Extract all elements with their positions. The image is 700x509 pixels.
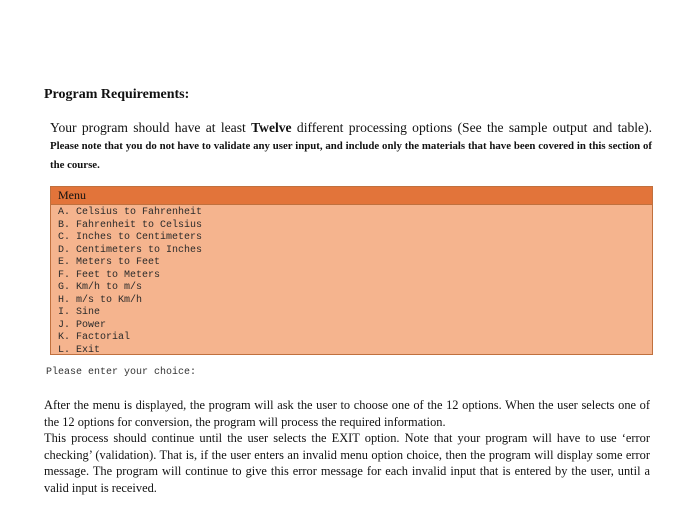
intro-text-start: Your program should have at least	[50, 120, 252, 135]
description-paragraph-1: After the menu is displayed, the program will ask the user to choose one of the 12 options. When the user selects one of the 12 options for conversion, the program will process the required information.	[44, 398, 650, 429]
menu-option: D. Centimeters to Inches	[58, 244, 203, 256]
menu-options-list	[51, 205, 652, 357]
section-heading: Program Requirements:	[44, 87, 190, 102]
menu-option: F. Feet to Meters	[58, 269, 161, 281]
menu-option: B. Fahrenheit to Celsius	[58, 219, 203, 231]
menu-title: Menu	[51, 187, 652, 205]
menu-option: A. Celsius to Fahrenheit	[58, 207, 203, 218]
menu-option: L. Exit	[58, 344, 101, 356]
menu-option: K. Factorial	[58, 332, 131, 343]
intro-text-end: different processing options (See the sample output and table).	[291, 120, 652, 135]
menu-option: C. Inches to Centimeters	[58, 232, 203, 243]
choice-prompt: Please enter your choice:	[46, 367, 197, 378]
menu-option: G. Km/h to m/s	[58, 282, 143, 293]
menu-option: J. Power	[58, 319, 107, 331]
menu-option: I. Sine	[58, 307, 101, 318]
description-block	[44, 397, 650, 497]
menu-option: E. Meters to Feet	[58, 257, 161, 268]
description-paragraph-2: This process should continue until the user selects the EXIT option. Note that your program will have to use ‘error checking’ (validation). That is, if the user enters an invalid menu option choice, then the program will display some error message. The program will continue to give this error message for each invalid input that is entered by the user, until a valid input is received.	[44, 431, 650, 495]
intro-note: Please note that you do not have to validate any user input, and include only the materials that have been covered in this section of the course.	[50, 140, 652, 171]
menu-table	[50, 186, 653, 355]
intro-paragraph	[50, 119, 652, 174]
menu-option: H. m/s to Km/h	[58, 294, 143, 306]
intro-bold-twelve: Twelve	[251, 120, 292, 135]
